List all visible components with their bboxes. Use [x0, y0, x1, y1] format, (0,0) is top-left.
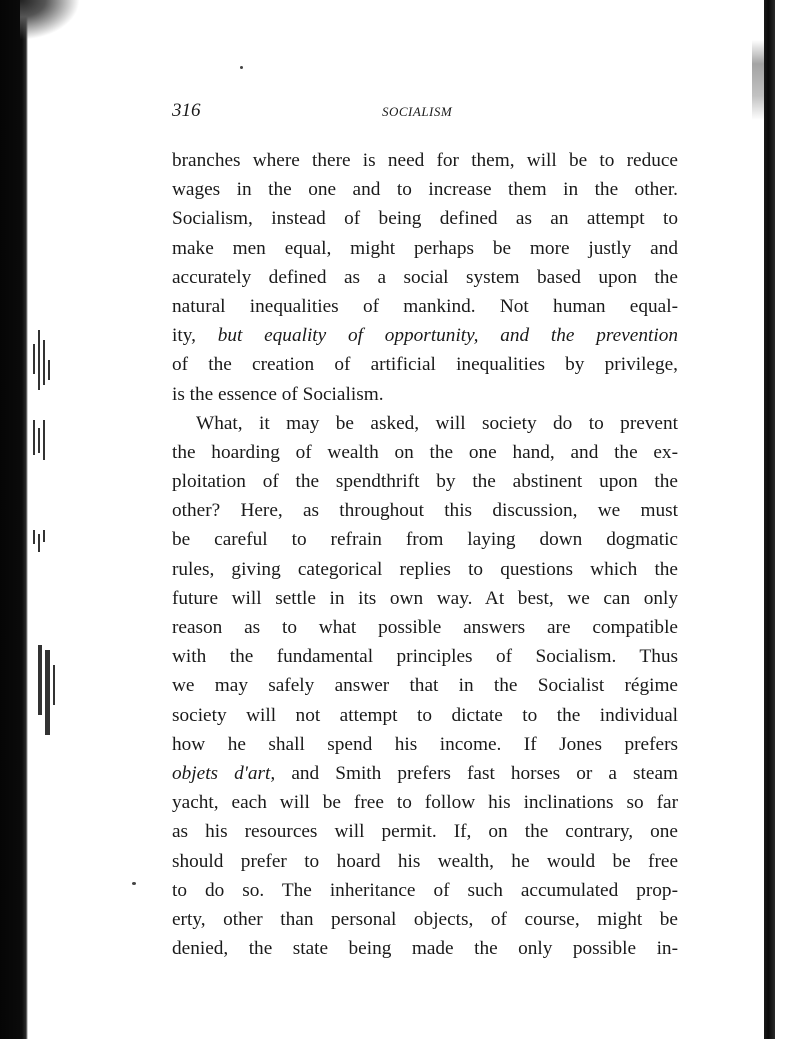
- bleed-through-marks: [38, 645, 74, 735]
- scan-right-shadow: [752, 40, 764, 120]
- text-line: make men equal, might perhaps be more justly and: [172, 237, 678, 259]
- text-line: as his resources will permit. If, on the contrary, one: [172, 821, 678, 843]
- text-run: ity,: [172, 325, 218, 347]
- body-text: [172, 146, 678, 963]
- scan-left-corner-shadow: [20, 0, 80, 40]
- text-line: of the creation of artificial inequalities by privilege,: [172, 354, 678, 376]
- bleed-through-marks: [33, 420, 69, 480]
- text-line: [172, 321, 678, 350]
- text-line: society will not attempt to dictate to the individual: [172, 704, 678, 726]
- scan-left-edge: [0, 0, 28, 1039]
- text-line: reason as to what possible answers are compatible: [172, 617, 678, 638]
- text-line: denied, the state being made the only possible in-: [172, 938, 678, 960]
- text-line: natural inequalities of mankind. Not human equal-: [172, 295, 678, 317]
- text-line: other? Here, as throughout this discussion, we must: [172, 500, 678, 522]
- scan-right-edge: [764, 0, 775, 1039]
- paragraph-start-line: What, it may be asked, will society do to prevent: [196, 412, 678, 434]
- text-line: yacht, each will be free to follow his inclinations so far: [172, 792, 678, 814]
- text-line: be careful to refrain from laying down dogmatic: [172, 529, 678, 551]
- text-line: erty, other than personal objects, of course, might be: [172, 908, 678, 930]
- text-run: and Smith prefers fast horses or a steam: [275, 762, 679, 784]
- text-line: we may safely answer that in the Socialist régime: [172, 675, 678, 697]
- text-line: future will settle in its own way. At best, we can only: [172, 587, 678, 609]
- text-line: ploitation of the spendthrift by the abstinent upon the: [172, 471, 678, 493]
- text-line: should prefer to hoard his wealth, he would be free: [172, 850, 678, 872]
- text-line: to do so. The inheritance of such accumulated prop-: [172, 879, 678, 901]
- text-line: is the essence of Socialism.: [172, 383, 384, 405]
- italic-phrase: but equality of opportunity, and the prevention: [217, 325, 678, 347]
- scan-speck: [132, 882, 136, 885]
- text-line: branches where there is need for them, will be to reduce: [172, 150, 678, 171]
- bleed-through-marks: [33, 330, 69, 410]
- text-line: the hoarding of wealth on the one hand, and the ex-: [172, 441, 678, 463]
- bleed-through-marks: [33, 530, 69, 560]
- text-line: Socialism, instead of being defined as an attempt to: [172, 208, 678, 230]
- italic-phrase: objets d'art,: [172, 762, 276, 784]
- running-title: SOCIALISM: [382, 104, 453, 119]
- text-line: how he shall spend his income. If Jones prefers: [172, 733, 678, 755]
- text-line: wages in the one and to increase them in the other.: [172, 179, 678, 201]
- text-line: accurately defined as a social system based upon the: [172, 266, 678, 288]
- page-header: [172, 100, 678, 124]
- text-line: with the fundamental principles of Socialism. Thus: [172, 646, 678, 668]
- text-line: [172, 759, 678, 788]
- page-number: 316: [172, 100, 201, 121]
- text-line: rules, giving categorical replies to questions which the: [172, 558, 678, 580]
- scan-speck: [240, 66, 243, 69]
